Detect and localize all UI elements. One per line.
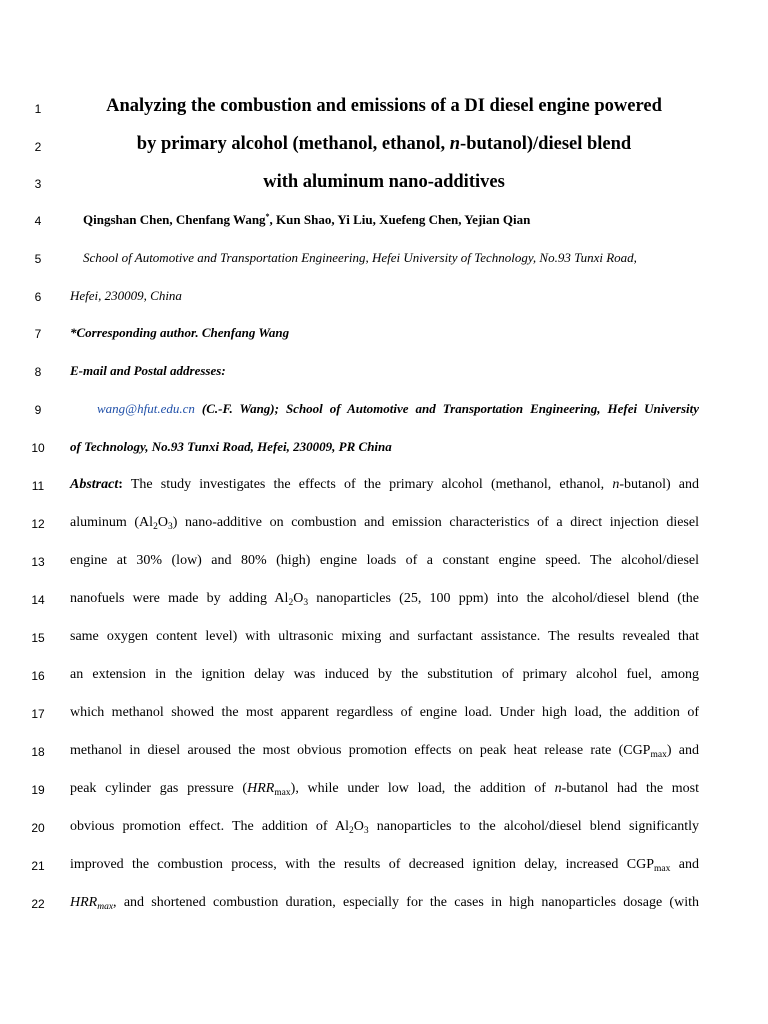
line-number: 3 [34, 177, 42, 191]
email-link[interactable]: wang@hfut.edu.cn [97, 401, 195, 416]
abstract-text: nanoparticles (25, 100 ppm) into the alcohol/diesel blend (the [308, 591, 699, 606]
line-number: 14 [31, 593, 45, 607]
subscript: 2 [288, 598, 294, 608]
abstract-label: Abstract [70, 477, 119, 492]
line-number: 7 [34, 327, 42, 341]
abstract-text: improved the combustion process, with the results of decreased ignition delay, increased CGP [70, 857, 655, 872]
paper-title-line-1: Analyzing the combustion and emissions of a DI diesel engine powered [106, 96, 662, 116]
abstract-line [70, 515, 699, 531]
abstract-colon: : [118, 477, 123, 492]
line-number: 6 [34, 290, 42, 304]
affiliation-line-1: School of Automotive and Transportation Engineering, Hefei University of Technology, No.93 Tunxi Road, [83, 250, 637, 265]
abstract-line [70, 477, 699, 493]
line-number: 8 [34, 365, 42, 379]
abstract-text: The study investigates the effects of the primary alcohol (methanol, ethanol, [122, 477, 613, 492]
email-address-text: (C.-F. Wang); School of Automotive and Transportation Engineering, Hefei University [194, 401, 699, 416]
abstract-text: nanoparticles to the alcohol/diesel blend significantly [368, 819, 699, 834]
abstract-text: O [293, 591, 304, 606]
email-heading: E-mail and Postal addresses: [70, 363, 226, 378]
line-number: 21 [31, 859, 45, 873]
abstract-text: methanol in diesel aroused the most obvious promotion effects on peak heat release rate (CGP [70, 743, 651, 758]
subscript: max [654, 864, 671, 874]
abstract-text-italic: HRR [70, 895, 98, 910]
line-number: 17 [31, 707, 45, 721]
subscript: 3 [363, 826, 369, 836]
line-number: 12 [31, 517, 45, 531]
abstract-text: aluminum (Al [70, 515, 154, 530]
abstract-text-italic: n [612, 477, 620, 492]
subscript: max [274, 788, 291, 798]
line-number: 15 [31, 631, 45, 645]
abstract-text: , and shortened combustion duration, especially for the cases in high nanoparticles dosage (with [113, 895, 699, 910]
line-number: 19 [31, 783, 45, 797]
subscript: 3 [303, 598, 309, 608]
abstract-text: peak cylinder gas pressure ( [70, 781, 248, 796]
title-text: -butanol)/diesel blend [460, 134, 632, 154]
abstract-text: obvious promotion effect. The addition of Al [70, 819, 349, 834]
abstract-line: which methanol showed the most apparent regardless of engine load. Under high load, the addition of [70, 705, 699, 720]
subscript: 2 [153, 522, 158, 532]
abstract-line [70, 781, 699, 797]
email-line-2: of Technology, No.93 Tunxi Road, Hefei, 230009, PR China [70, 439, 392, 454]
abstract-line: same oxygen content level) with ultrasonic mixing and surfactant assistance. The results revealed that [70, 629, 699, 644]
line-number: 11 [31, 479, 45, 493]
line-number: 1 [34, 102, 42, 116]
line-number: 4 [34, 214, 42, 228]
corresponding-mark: * [265, 212, 270, 221]
abstract-text: ) nano-additive on combustion and emission characteristics of a direct injection diesel [172, 515, 699, 530]
abstract-text: ), while under low load, the addition of [290, 781, 555, 796]
abstract-line [70, 857, 699, 873]
abstract-text: ) and [666, 743, 699, 758]
subscript: max [97, 902, 114, 912]
line-number: 2 [34, 140, 42, 154]
affiliation-line-2: Hefei, 230009, China [70, 288, 182, 303]
abstract-text: O [353, 819, 364, 834]
subscript: 3 [167, 522, 173, 532]
abstract-text: O [157, 515, 168, 530]
abstract-text: nanofuels were made by adding Al [70, 591, 289, 606]
abstract-line [70, 819, 699, 835]
abstract-text: and [670, 857, 699, 872]
authors-text: Qingshan Chen, Chenfang Wang [83, 212, 266, 227]
line-number: 10 [31, 441, 45, 455]
abstract-line [70, 591, 699, 607]
subscript: max [650, 750, 667, 760]
line-number: 16 [31, 669, 45, 683]
abstract-line: engine at 30% (low) and 80% (high) engine loads of a constant engine speed. The alcohol/diesel [70, 553, 699, 568]
abstract-line: an extension in the ignition delay was induced by the substitution of primary alcohol fuel, among [70, 667, 699, 682]
subscript: 2 [348, 826, 354, 836]
line-number: 18 [31, 745, 45, 759]
title-text-italic: n [449, 134, 461, 154]
abstract-line [70, 743, 699, 759]
corresponding-author: *Corresponding author. Chenfang Wang [70, 325, 290, 340]
paper-title-line-3: with aluminum nano-additives [263, 172, 505, 192]
abstract-text-italic: HRR [247, 781, 275, 796]
title-text: by primary alcohol (methanol, ethanol, [136, 134, 450, 154]
email-line-1 [97, 401, 699, 417]
abstract-text: -butanol had the most [561, 781, 699, 796]
paper-title-line-2 [70, 134, 698, 155]
abstract-text-italic: n [554, 781, 562, 796]
abstract-line [70, 895, 699, 911]
line-number: 9 [34, 403, 42, 417]
abstract-text: -butanol) and [619, 477, 700, 492]
line-number: 13 [31, 555, 45, 569]
line-number: 20 [31, 821, 45, 835]
line-number: 22 [31, 897, 45, 911]
author-list [83, 212, 712, 228]
authors-text: , Kun Shao, Yi Liu, Xuefeng Chen, Yejian Qian [269, 212, 531, 227]
line-number: 5 [34, 252, 42, 266]
